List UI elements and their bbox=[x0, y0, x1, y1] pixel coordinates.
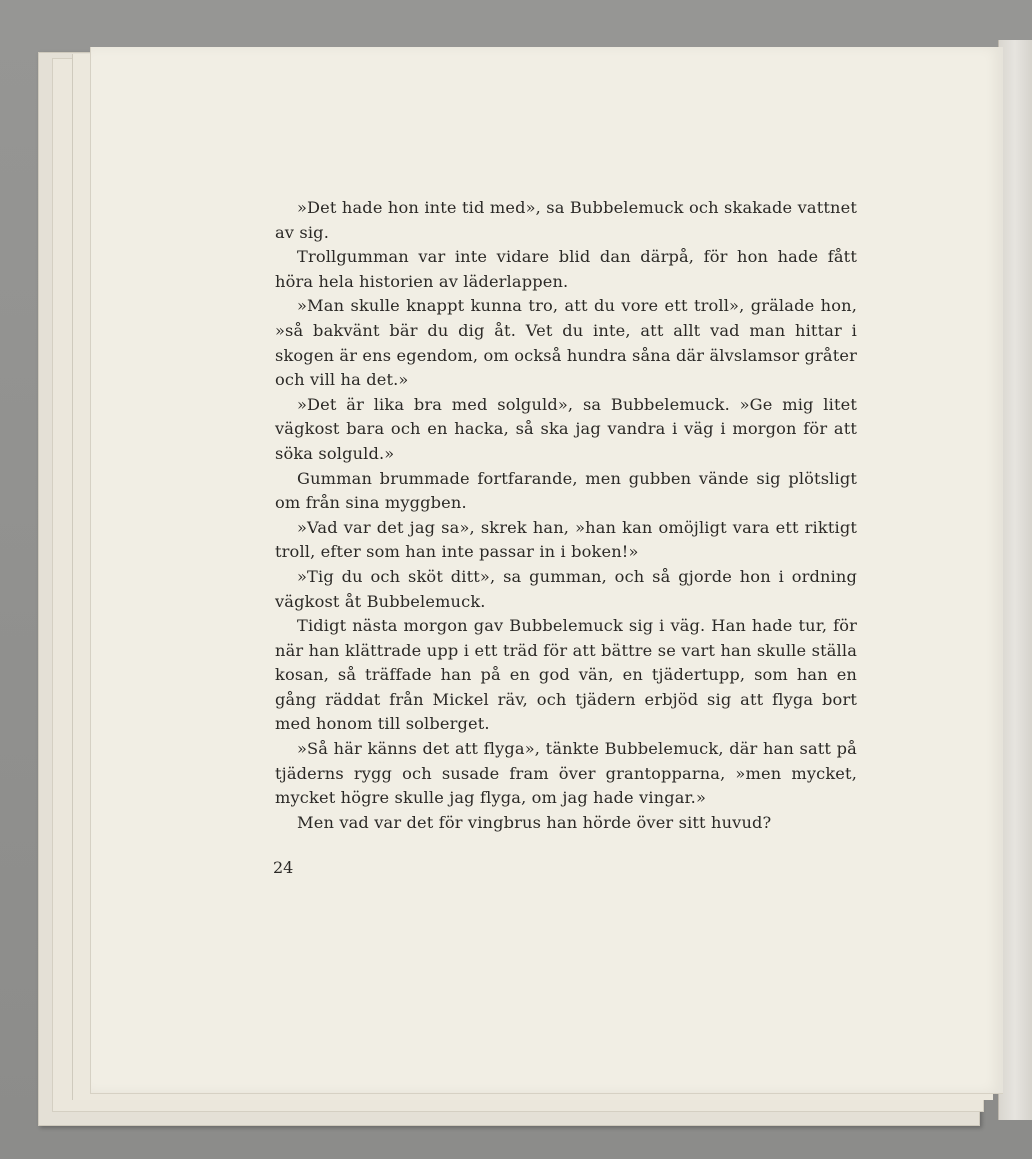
paragraph: »Man skulle knappt kunna tro, att du vore ett troll», grälade hon, »så bakvänt bär du dig åt. Vet du inte, att allt vad man hittar i skogen är ens egendom, om också hundra såna där älvslamsor gråter och vill ha det.» bbox=[275, 296, 857, 390]
page-text-block bbox=[275, 196, 857, 835]
paragraph: »Så här känns det att flyga», tänkte Bubbelemuck, där han satt på tjäderns rygg och susade fram över grantopparna, »men mycket, mycket högre skulle jag flyga, om jag hade vingar.» bbox=[275, 739, 857, 808]
paragraph: »Det är lika bra med solguld», sa Bubbelemuck. »Ge mig litet vägkost bara och en hacka, så ska jag vandra i väg i morgon för att söka solguld.» bbox=[275, 394, 857, 463]
page-number: 24 bbox=[273, 858, 294, 877]
paragraph: Men vad var det för vingbrus han hörde över sitt huvud? bbox=[297, 812, 772, 832]
paragraph: »Tig du och sköt ditt», sa gumman, och så gjorde hon i ordning vägkost åt Bubbelemuck. bbox=[275, 566, 857, 611]
paragraph: Gumman brummade fortfarande, men gubben vände sig plötsligt om från sina myggben. bbox=[275, 468, 857, 513]
paragraph: »Det hade hon inte tid med», sa Bubbelemuck och skakade vattnet av sig. bbox=[275, 198, 857, 242]
paragraph: Tidigt nästa morgon gav Bubbelemuck sig i väg. Han hade tur, för när han klättrade upp i ett träd för att bättre se vart han skulle ställa kosan, så träffade han på en god vän, en tjädertupp, som han en gång räddat från Mickel räv, och tjädern erbjöd sig att flyga bort med honom till solberget. bbox=[275, 616, 857, 734]
book-spine-facing-page bbox=[998, 40, 1032, 1120]
paragraph: »Vad var det jag sa», skrek han, »han kan omöjligt vara ett riktigt troll, efter som han inte passar in i boken!» bbox=[275, 517, 857, 562]
paragraph: Trollgumman var inte vidare blid dan därpå, för hon hade fått höra hela historien av läderlappen. bbox=[275, 247, 857, 291]
book-page bbox=[90, 47, 1003, 1094]
